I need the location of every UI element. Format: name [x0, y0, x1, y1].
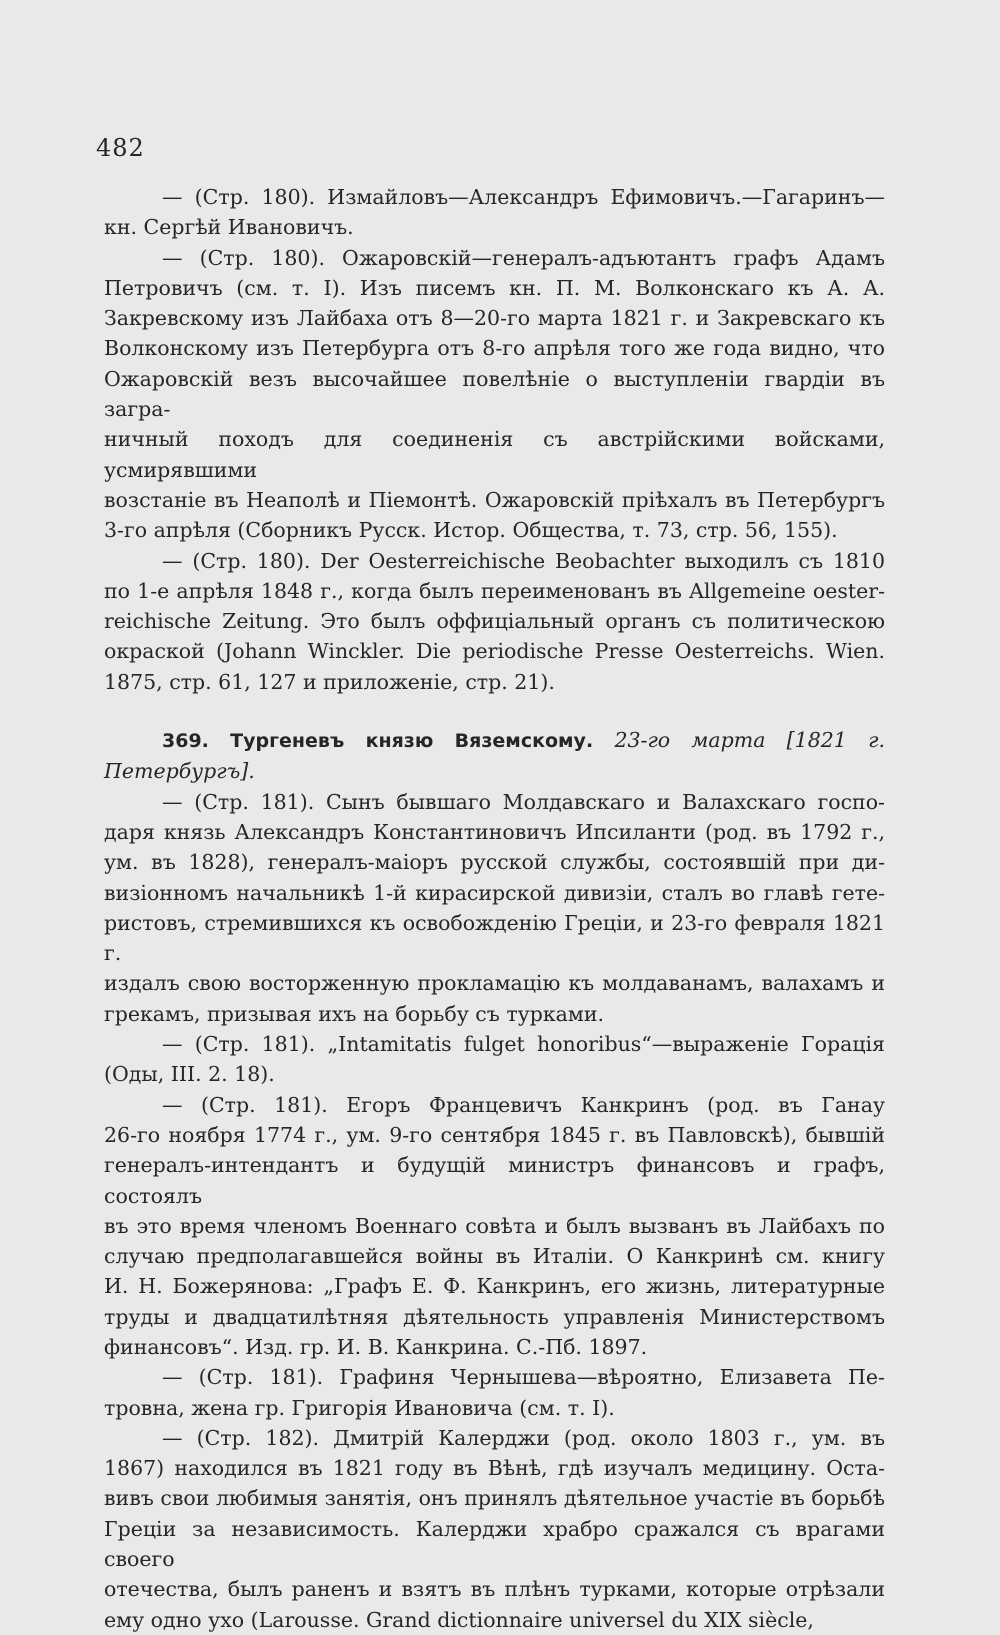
letter-number: 369. — [162, 730, 209, 753]
text-line: окраской (Johann Winckler. Die periodische Presse Oesterreichs. Wien. — [104, 639, 885, 664]
text-line: случаю предполагавшейся войны въ Италіи. О Канкринѣ см. книгу — [104, 1244, 885, 1269]
letter-heading — [104, 725, 885, 787]
text-line: грекамъ, призывая ихъ на борьбу съ турками. — [104, 1001, 605, 1026]
text-line: визіонномъ начальникѣ 1-й кирасирской дивизіи, сталъ во главѣ гете- — [104, 880, 885, 905]
notes-after-letter — [104, 787, 885, 1635]
text-line: — (Стр. 180). Der Oesterreichische Beobachter выходилъ съ 1810 — [162, 548, 885, 573]
text-line: отечества, былъ раненъ и взятъ въ плѣнъ турками, которые отрѣзали — [104, 1577, 885, 1602]
notes-before-letter — [104, 182, 885, 697]
text-line: финансовъ“. Изд. гр. И. В. Канкрина. С.-Пб. 1897. — [104, 1334, 648, 1359]
text-line: ему одно ухо (Larousse. Grand dictionnaire universel du XIX siècle, — [104, 1607, 814, 1632]
text-line: Закревскому изъ Лайбаха отъ 8—20-го марта 1821 г. и Закревскаго къ — [104, 306, 885, 331]
text-line: вивъ свои любимыя занятія, онъ принялъ дѣятельное участіе въ борьбѣ — [104, 1486, 885, 1511]
text-line: ристовъ, стремившихся къ освобожденію Греціи, и 23-го февраля 1821 г. — [104, 910, 885, 966]
text-line: генералъ-интендантъ и будущій министръ финансовъ и графъ, состоялъ — [104, 1153, 885, 1208]
text-line: ум. въ 1828), генералъ-маіоръ русской службы, состоявшій при ди- — [104, 850, 885, 875]
text-line: — (Стр. 181). Сынъ бывшаго Молдавскаго и Валахскаго госпо- — [162, 789, 885, 814]
text-line: — (Стр. 181). „Intamitatis fulget honoribus“—выраженіе Горація — [162, 1032, 885, 1057]
text-line: даря князь Александръ Константиновичъ Ипсиланти (род. въ 1792 г., — [104, 819, 885, 844]
text-line: въ это время членомъ Военнаго совѣта и былъ вызванъ въ Лайбахъ по — [104, 1213, 885, 1238]
text-line: И. Н. Божерянова: „Графъ Е. Ф. Канкринъ, его жизнь, литературные — [104, 1274, 885, 1299]
text-line: reichische Zeitung. Это былъ оффиціальный органъ съ политическою — [104, 609, 885, 634]
commentary-text — [104, 182, 885, 1635]
text-line: труды и двадцатилѣтняя дѣятельность управленія Министерствомъ — [104, 1304, 885, 1329]
section-spacer — [104, 697, 885, 725]
text-line: — (Стр. 180). Ожаровскій—генералъ-адъютантъ графъ Адамъ — [162, 245, 885, 270]
text-line: — (Стр. 182). Дмитрій Калерджи (род. около 1803 г., ум. въ — [162, 1425, 885, 1450]
text-line: по 1-е апрѣля 1848 г., когда былъ переименованъ въ Allgemeine oester- — [104, 578, 885, 603]
text-line: 1867) находился въ 1821 году въ Вѣнѣ, гдѣ изучалъ медицину. Оста- — [104, 1456, 885, 1481]
text-line: Ожаровскій везъ высочайшее повелѣніе о выступленіи гвардіи въ загра- — [104, 366, 885, 422]
letter-date: 23-го марта [1821 г. Петербургъ]. — [104, 728, 885, 784]
page-number: 482 — [96, 134, 145, 162]
text-line: — (Стр. 181). Графиня Чернышева—вѣроятно, Елизавета Пе- — [162, 1365, 885, 1390]
text-line: — (Стр. 181). Егоръ Францевичъ Канкринъ (род. въ Ганау — [162, 1092, 885, 1117]
text-line: — (Стр. 180). Измайловъ—Александръ Ефимовичъ.—Гагаринъ— — [162, 185, 885, 209]
text-line: тровна, жена гр. Григорія Ивановича (см. т. I). — [104, 1395, 615, 1420]
text-line: Петровичъ (см. т. I). Изъ писемъ кн. П. М. Волконскаго къ А. А. — [104, 275, 885, 300]
text-line: 26-го ноября 1774 г., ум. 9-го сентября 1845 г. въ Павловскѣ), бывшій — [104, 1122, 885, 1147]
text-line: Волконскому изъ Петербурга отъ 8-го апрѣля того же года видно, что — [104, 336, 885, 361]
text-line: 1875, стр. 61, 127 и приложеніе, стр. 21). — [104, 669, 555, 694]
text-line: Греціи за независимость. Калерджи храбро сражался съ врагами своего — [104, 1516, 885, 1572]
text-line: кн. Сергѣй Ивановичъ. — [104, 215, 354, 240]
text-line: (Оды, III. 2. 18). — [104, 1062, 275, 1087]
text-line: ничный походъ для соединенія съ австрійскими войсками, усмирявшими — [104, 427, 885, 482]
text-line: возстаніе въ Неаполѣ и Піемонтѣ. Ожаровскій пріѣхалъ въ Петербургъ — [104, 487, 885, 512]
text-line: 3-го апрѣля (Сборникъ Русск. Истор. Общества, т. 73, стр. 56, 155). — [104, 518, 838, 543]
letter-title: Тургеневъ князю Вяземскому. — [230, 730, 594, 753]
text-line: издалъ свою восторженную прокламацію къ молдаванамъ, валахамъ и — [104, 971, 885, 996]
